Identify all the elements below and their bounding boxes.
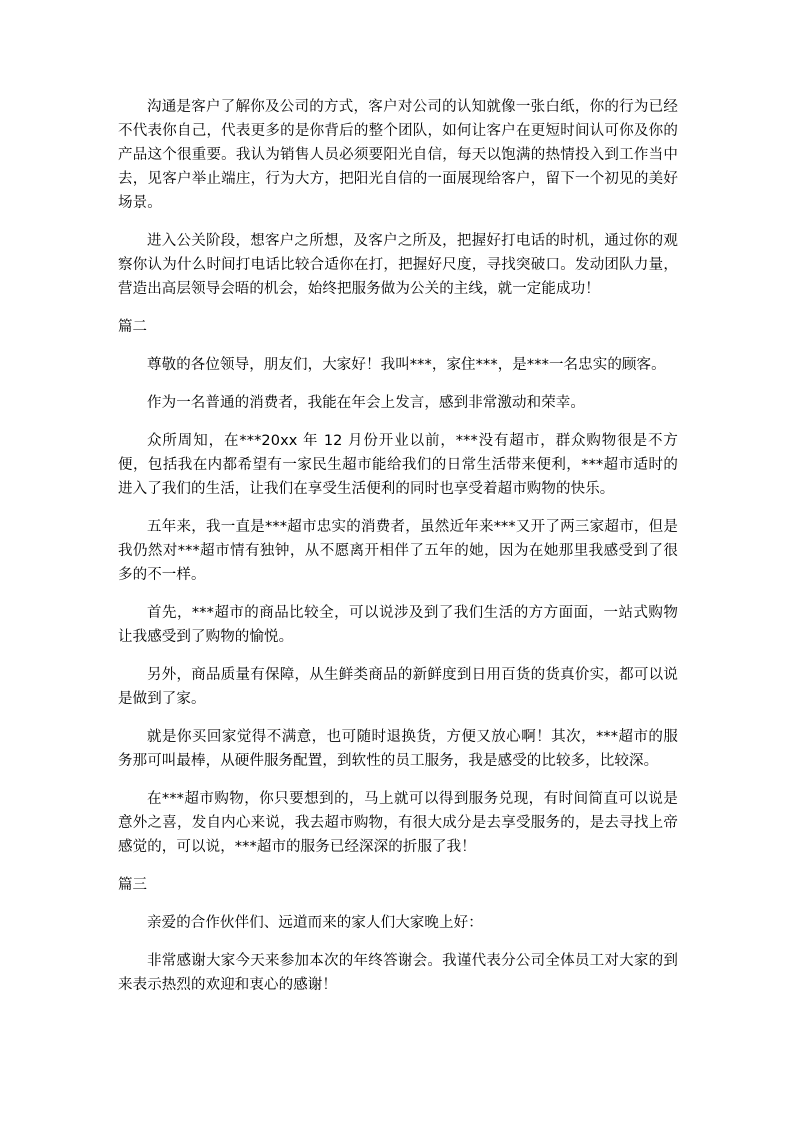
paragraph: 首先，***超市的商品比较全，可以说涉及到了我们生活的方方面面，一站式购物让我感受到了购物的愉悦。 [118, 605, 678, 645]
paragraph: 亲爱的合作伙伴们、远道而来的家人们大家晚上好： [147, 915, 483, 931]
paragraph: 作为一名普通的消费者，我能在年会上发言，感到非常激动和荣幸。 [147, 395, 585, 411]
paragraph: 非常感谢大家今天来参加本次的年终答谢会。我谨代表分公司全体员工对大家的到来表示热烈的欢迎和衷心的感谢！ [118, 953, 678, 993]
paragraph: 就是你买回家觉得不满意，也可随时退换货，方便又放心啊！其次，***超市的服务那可叫最棒，从硬件服务配置，到软性的员工服务，我是感受的比较多，比较深。 [118, 729, 678, 769]
document-page [118, 95, 678, 1011]
paragraph: 尊敬的各位领导，朋友们，大家好！我叫***，家住***，是***一名忠实的顾客。 [147, 357, 666, 373]
paragraph: 另外，商品质量有保障，从生鲜类商品的新鲜度到日用百货的货真价实，都可以说是做到了家。 [118, 667, 678, 707]
paragraph: 众所周知，在***20xx 年 12 月份开业以前，***没有超市，群众购物很是不方便，包括我在内都希望有一家民生超市能给我们的日常生活带来便利，***超市适时的进入了我们的生活，让我们在享受生活便利的同时也享受着超市购物的快乐。 [118, 433, 678, 497]
paragraph: 进入公关阶段，想客户之所想，及客户之所及，把握好打电话的时机，通过你的观察你认为什么时间打电话比较合适你在打，把握好尺度，寻找突破口。发动团队力量，营造出高层领导会晤的机会，始终把服务做为公关的主线，就一定能成功！ [118, 233, 678, 297]
paragraph: 在***超市购物，你只要想到的，马上就可以得到服务兑现，有时间简直可以说是意外之喜，发自内心来说，我去超市购物，有很大成分是去享受服务的，是去寻找上帝感觉的，可以说，***超市的服务已经深深的折服了我！ [118, 791, 678, 855]
section-heading: 篇二 [118, 319, 147, 335]
paragraph: 五年来，我一直是***超市忠实的消费者，虽然近年来***又开了两三家超市，但是我仍然对***超市情有独钟，从不愿离开相伴了五年的她，因为在她那里我感受到了很多的不一样。 [118, 519, 678, 583]
section-heading: 篇三 [118, 877, 147, 893]
paragraph: 沟通是客户了解你及公司的方式，客户对公司的认知就像一张白纸，你的行为已经不代表你自己，代表更多的是你背后的整个团队，如何让客户在更短时间认可你及你的产品这个很重要。我认为销售人员必须要阳光自信，每天以饱满的热情投入到工作当中去，见客户举止端庄，行为大方，把阳光自信的一面展现给客户，留下一个初见的美好场景。 [118, 99, 678, 211]
